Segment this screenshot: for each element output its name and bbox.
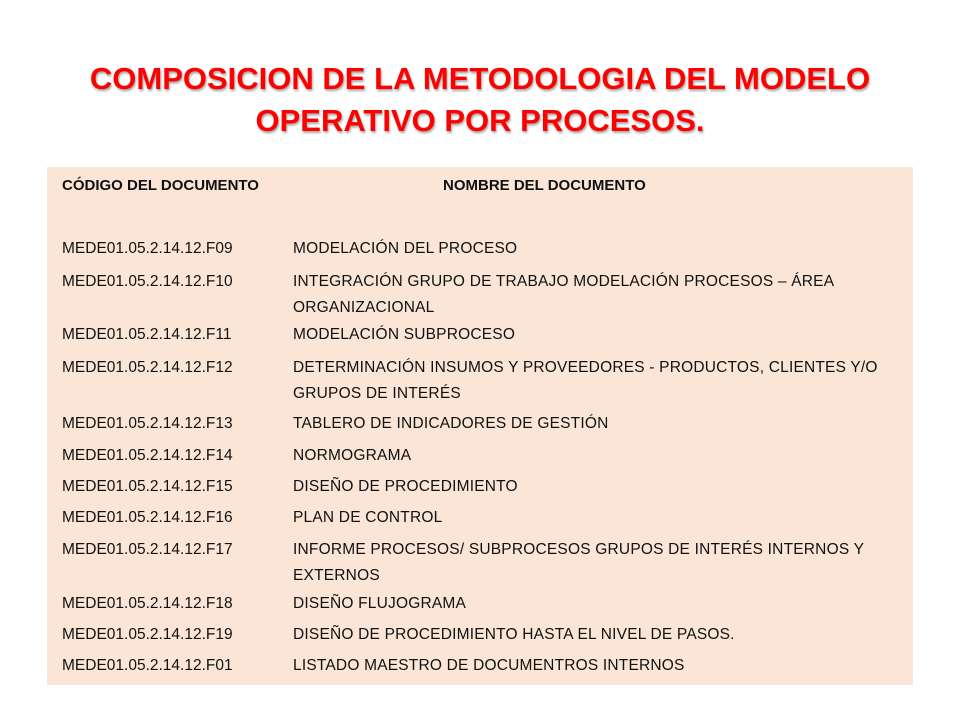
document-name: MODELACIÓN SUBPROCESO xyxy=(293,326,516,343)
header-document-code: CÓDIGO DEL DOCUMENTO xyxy=(62,177,259,194)
document-code: MEDE01.05.2.14.12.F13 xyxy=(62,415,233,432)
slide-title-line-1: COMPOSICION DE LA METODOLOGIA DEL MODELO xyxy=(89,61,871,96)
document-code: MEDE01.05.2.14.12.F11 xyxy=(62,326,232,343)
document-code: MEDE01.05.2.14.12.F18 xyxy=(62,595,233,612)
document-code: MEDE01.05.2.14.12.F09 xyxy=(62,240,233,257)
document-name: NORMOGRAMA xyxy=(293,447,412,464)
document-code: MEDE01.05.2.14.12.F16 xyxy=(62,509,233,526)
document-name: TABLERO DE INDICADORES DE GESTIÓN xyxy=(293,415,609,432)
document-name: INTEGRACIÓN GRUPO DE TRABAJO MODELACIÓN PROCESOS – ÁREA ORGANIZACIONAL xyxy=(293,273,834,316)
document-name: LISTADO MAESTRO DE DOCUMENTROS INTERNOS xyxy=(293,657,685,674)
document-name: DISEÑO FLUJOGRAMA xyxy=(293,595,467,612)
document-code: MEDE01.05.2.14.12.F10 xyxy=(62,273,233,290)
document-code: MEDE01.05.2.14.12.F14 xyxy=(62,447,233,464)
header-document-name: NOMBRE DEL DOCUMENTO xyxy=(443,177,646,194)
document-name: DISEÑO DE PROCEDIMIENTO xyxy=(293,478,518,495)
document-name: MODELACIÓN DEL PROCESO xyxy=(293,240,518,257)
document-name: DETERMINACIÓN INSUMOS Y PROVEEDORES - PRODUCTOS, CLIENTES Y/O GRUPOS DE INTERÉS xyxy=(293,359,878,402)
document-name: DISEÑO DE PROCEDIMIENTO HASTA EL NIVEL DE PASOS. xyxy=(293,626,735,643)
slide-title xyxy=(60,58,900,142)
document-code: MEDE01.05.2.14.12.F01 xyxy=(62,657,233,674)
document-code: MEDE01.05.2.14.12.F12 xyxy=(62,359,233,376)
document-name: INFORME PROCESOS/ SUBPROCESOS GRUPOS DE INTERÉS INTERNOS Y EXTERNOS xyxy=(293,541,864,584)
document-code: MEDE01.05.2.14.12.F17 xyxy=(62,541,233,558)
document-code: MEDE01.05.2.14.12.F15 xyxy=(62,478,233,495)
slide-title-line-2: OPERATIVO POR PROCESOS. xyxy=(255,103,705,138)
document-name: PLAN DE CONTROL xyxy=(293,509,443,526)
document-code: MEDE01.05.2.14.12.F19 xyxy=(62,626,233,643)
